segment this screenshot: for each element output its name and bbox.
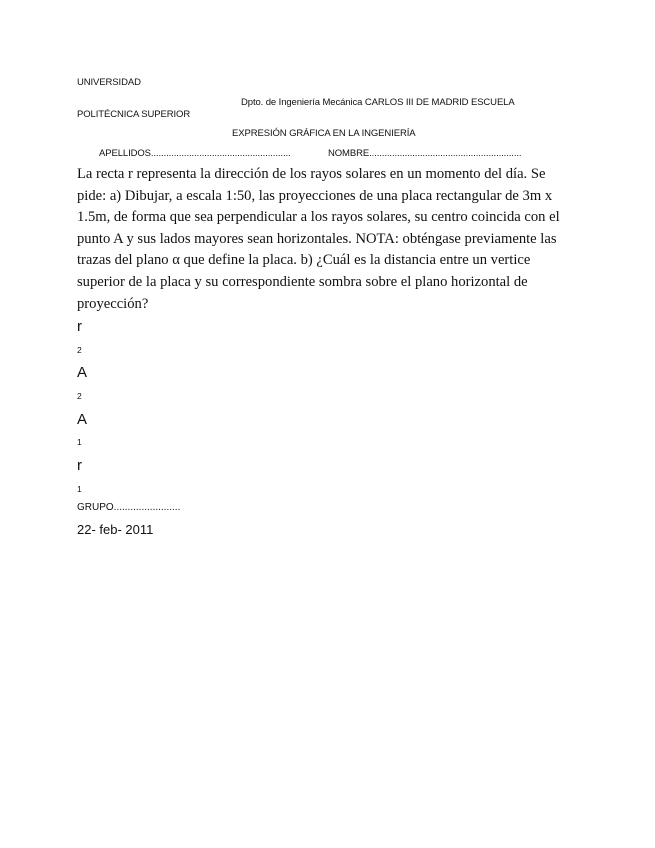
problem-line: pide: a) Dibujar, a escala 1:50, las proyecciones de una placa rectangular de 3m x	[77, 187, 553, 204]
school-label: POLITÉCNICA SUPERIOR	[77, 109, 191, 120]
figure-label-subscript: 2	[77, 391, 82, 401]
department-label: Dpto. de Ingeniería Mecánica CARLOS III DE MADRID ESCUELA	[241, 97, 515, 108]
course-title: EXPRESIÓN GRÁFICA EN LA INGENIERÍA	[232, 128, 416, 139]
exam-date: 22- feb- 2011	[77, 522, 154, 537]
figure-label-r1: r	[77, 457, 82, 474]
figure-label-a1: A	[77, 411, 88, 428]
figure-label-subscript: 1	[77, 437, 82, 447]
figure-label-a2: A	[77, 364, 88, 381]
name-field: NOMBRE............................................................	[328, 148, 522, 159]
university-label: UNIVERSIDAD	[77, 77, 141, 88]
problem-line: trazas del plano α que define la placa. b) ¿Cuál es la distancia entre un vertice	[77, 252, 531, 269]
group-field: GRUPO........................	[77, 502, 181, 513]
problem-line: punto A y sus lados mayores sean horizontales. NOTA: obténgase previamente las	[77, 230, 557, 247]
problem-line: 1.5m, de forma que sea perpendicular a los rayos solares, su centro coincida con el	[77, 209, 560, 226]
figure-label-subscript: 1	[77, 484, 82, 494]
problem-statement	[77, 164, 577, 315]
problem-line: superior de la placa y su correspondiente sombra sobre el plano horizontal de	[77, 273, 528, 290]
problem-line: La recta r representa la dirección de los rayos solares en un momento del día. Se	[77, 166, 546, 182]
surname-field: APELLIDOS.......................................................	[99, 148, 291, 159]
figure-label-r2: r	[77, 318, 82, 335]
problem-line: proyección?	[77, 295, 149, 312]
figure-label-subscript: 2	[77, 345, 82, 355]
